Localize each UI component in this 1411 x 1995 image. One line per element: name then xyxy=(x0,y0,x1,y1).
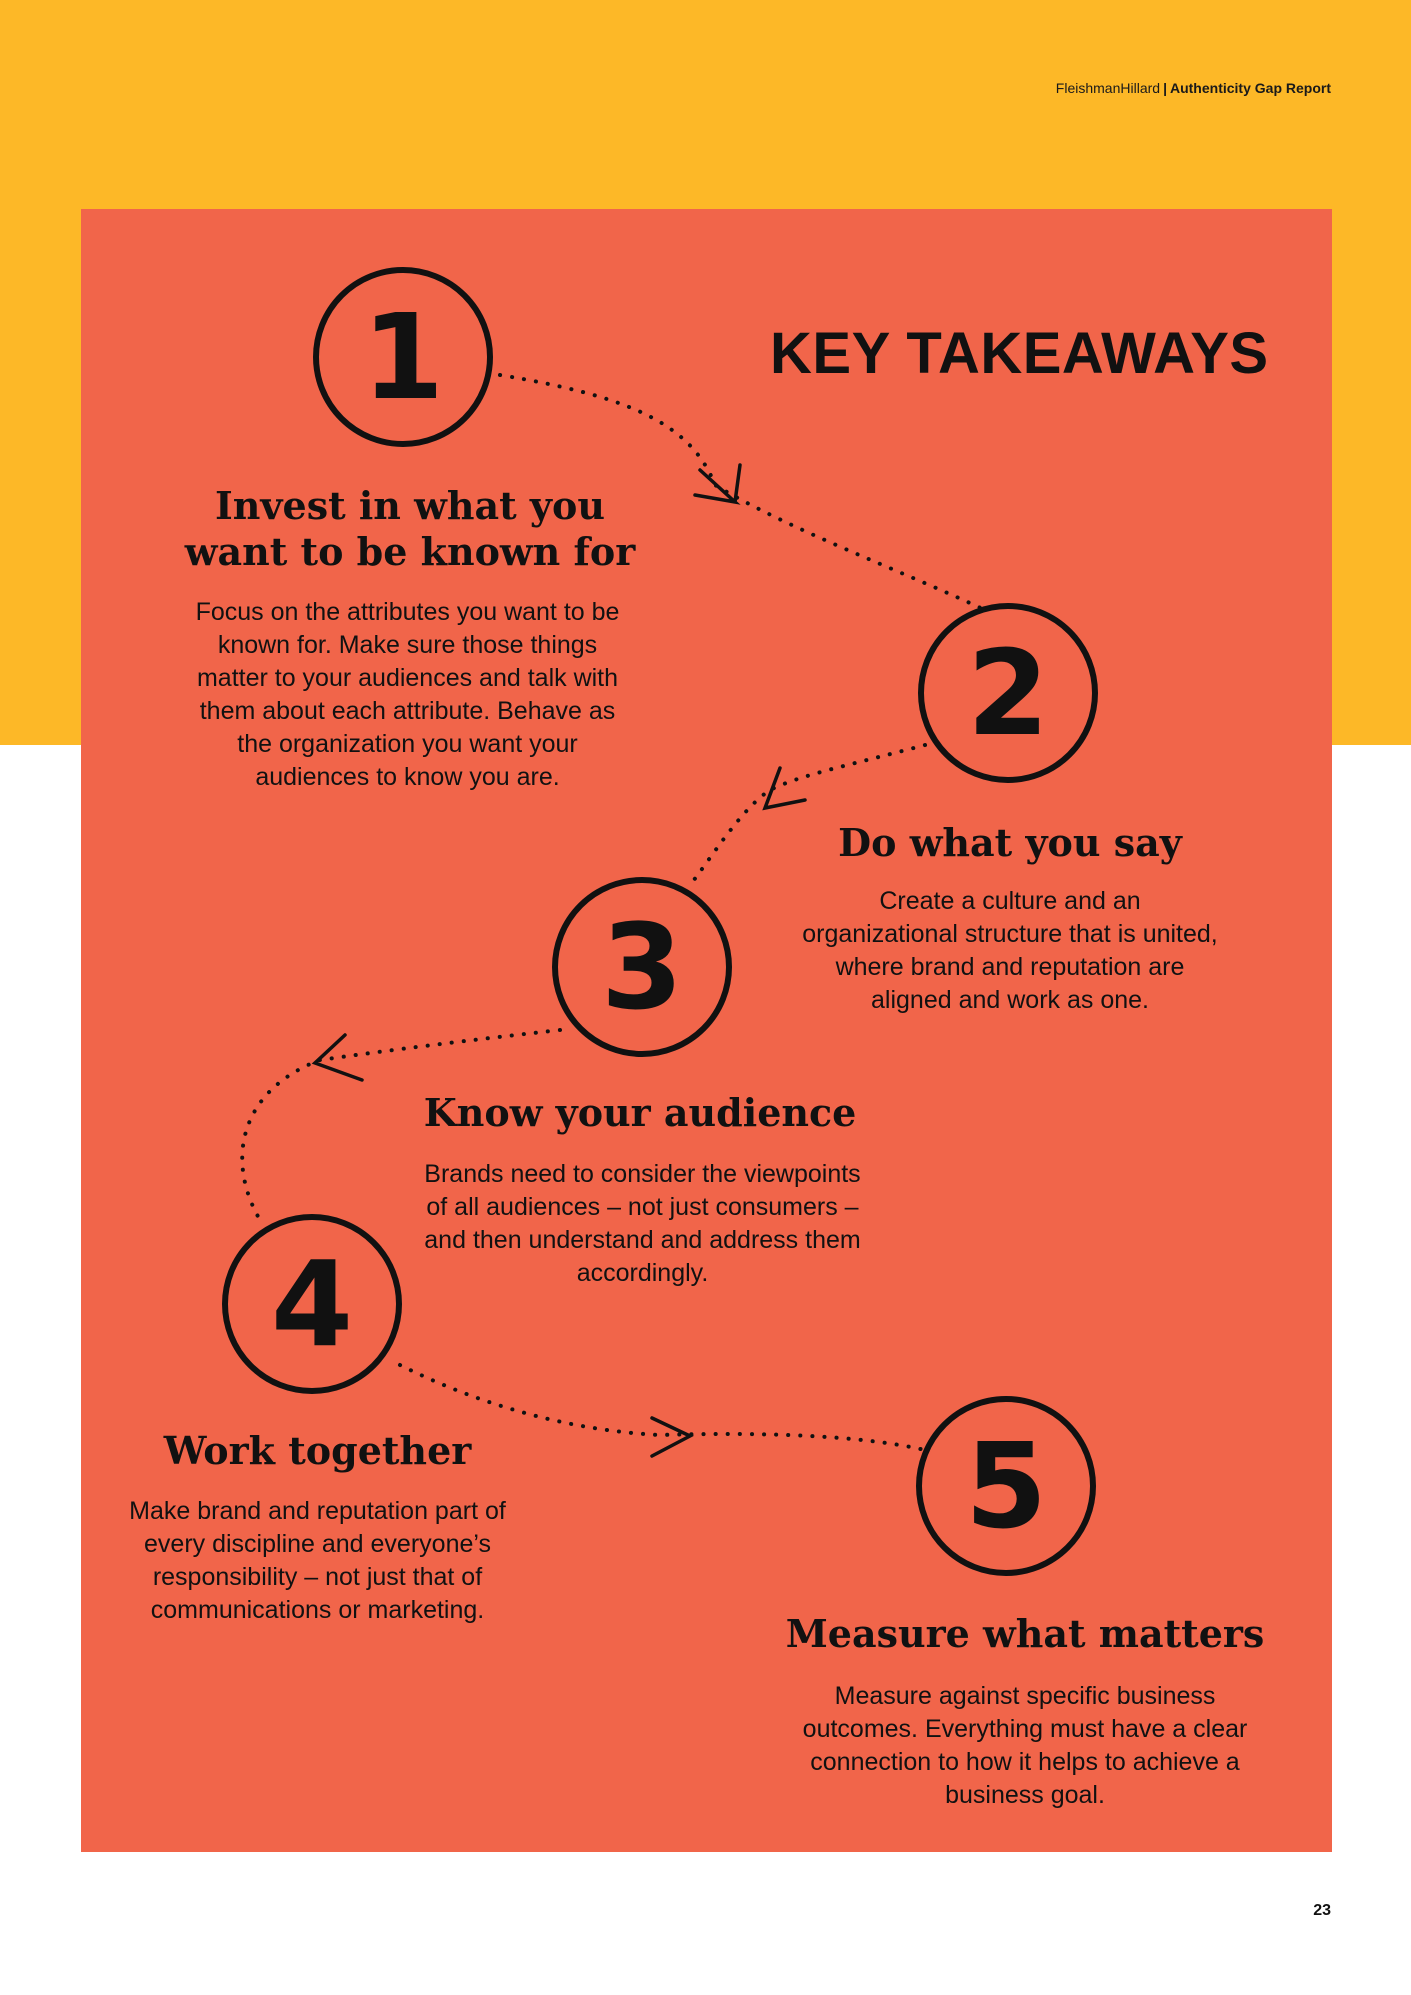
takeaway-5-heading-line1: Measure what matters xyxy=(785,1611,1265,1656)
page-title: KEY TAKEAWAYS xyxy=(770,321,1269,386)
header-separator: | xyxy=(1163,80,1167,96)
takeaway-3-heading xyxy=(390,1090,890,1136)
number-5: 5 xyxy=(964,1417,1048,1555)
takeaway-5-heading xyxy=(760,1611,1290,1657)
takeaway-3-heading-line1: Know your audience xyxy=(423,1090,857,1135)
takeaway-1-heading-line1: Invest in what you xyxy=(215,483,605,528)
arrowhead-3-4 xyxy=(315,1035,362,1080)
takeaway-2-heading xyxy=(780,820,1240,866)
takeaway-4-heading-line1: Work together xyxy=(163,1428,472,1473)
header-report-title: Authenticity Gap Report xyxy=(1169,80,1331,96)
takeaway-2-body: Create a culture and an organizational structure that is united, where brand and reputation are aligned and work as one. xyxy=(802,887,1218,1014)
takeaway-5-body: Measure against specific business outcomes. Everything must have a clear connection to how it helps to achieve a business goal. xyxy=(802,1682,1248,1809)
takeaway-2-heading-line1: Do what you say xyxy=(838,820,1182,865)
number-circle-5 xyxy=(916,1396,1096,1576)
number-circle-4 xyxy=(222,1214,402,1394)
takeaway-4-heading xyxy=(100,1428,535,1474)
number-2: 2 xyxy=(966,624,1050,762)
number-circle-1 xyxy=(313,267,493,447)
takeaway-1-heading xyxy=(140,483,680,575)
number-4: 4 xyxy=(270,1235,354,1373)
takeaway-4-body: Make brand and reputation part of every discipline and everyone’s responsibility – not just that of communications or marketing. xyxy=(129,1497,506,1624)
number-circle-3 xyxy=(552,877,732,1057)
number-circle-2 xyxy=(918,603,1098,783)
takeaway-1-heading-line2: want to be known for xyxy=(184,529,636,574)
arrowhead-2-3 xyxy=(765,768,805,808)
header-brand: FleishmanHillard xyxy=(1055,80,1161,96)
number-1: 1 xyxy=(361,288,445,426)
takeaway-1-body: Focus on the attributes you want to be known for. Make sure those things matter to your audiences and talk with them about each attribute. Behave as the organization you want your audiences to know you are. xyxy=(195,598,620,791)
page-number: 23 xyxy=(1313,1902,1331,1919)
arrowhead-4-5 xyxy=(652,1418,690,1456)
number-3: 3 xyxy=(600,898,684,1036)
takeaway-3-body: Brands need to consider the viewpoints of all audiences – not just consumers – and then understand and address them accordingly. xyxy=(424,1160,861,1287)
arrowhead-1-2 xyxy=(695,465,740,502)
